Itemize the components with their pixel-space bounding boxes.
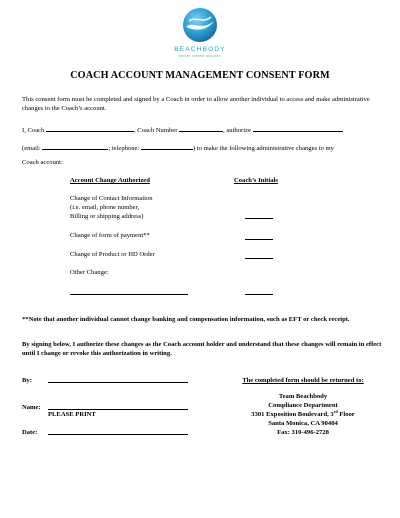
initials-product-field[interactable] (245, 258, 273, 259)
contact-change-label: Change of Contact Information (70, 195, 153, 202)
return-fax: Fax: 310-496-2728 (277, 429, 329, 436)
authorization-line (22, 124, 382, 135)
return-dept: Compliance Department (268, 402, 338, 409)
coach-name-field[interactable] (46, 124, 134, 132)
return-street-number: 3301 Exposition Boulevard, 3 (251, 411, 334, 418)
return-org: Team Beachbody (278, 393, 328, 400)
email-label: (email: (22, 145, 41, 152)
signature-field[interactable] (48, 382, 188, 383)
logo-tagline: decide. commit. succeed. (178, 54, 222, 58)
telephone-field[interactable] (141, 142, 193, 150)
telephone-label: ; telephone: (108, 145, 140, 152)
logo-brand-text: BEACHBODY (174, 46, 226, 53)
name-label: Name: (22, 404, 41, 411)
coach-number-field[interactable] (179, 124, 223, 132)
i-coach-label: I, Coach (22, 127, 45, 134)
coach-account-label: Coach account: (22, 159, 63, 166)
signing-statement: By signing below, I authorize these changes as the Coach account holder and understand that these changes will remain in effect until I change or revoke this authorization in writing. (22, 341, 382, 357)
other-change-field[interactable] (70, 294, 188, 295)
payment-change-label: Change of form of payment** (70, 232, 150, 239)
beachbody-logo-icon (181, 6, 219, 44)
by-label: By: (22, 377, 32, 384)
return-street (218, 410, 388, 419)
return-address-block (218, 376, 388, 437)
form-title: COACH ACCOUNT MANAGEMENT CONSENT FORM (70, 70, 330, 81)
contact-change-detail-2: Billing or shipping address) (70, 212, 144, 220)
other-change-label: Other Change: (70, 269, 109, 276)
column-header-initials: Coach’s Initials (234, 177, 278, 184)
note-paragraph: **Note that another individual cannot change banking and compensation information, such as EFT or check receipt. (22, 316, 350, 323)
return-heading: The completed form should be returned to: (242, 377, 364, 384)
date-label: Date: (22, 429, 38, 436)
authorize-label: , authorize (223, 127, 251, 134)
return-street-floor: Floor (337, 411, 355, 418)
initials-other-field[interactable] (245, 294, 273, 295)
column-header-change: Account Change Authorized (70, 177, 150, 184)
product-change-label: Change of Product or HD Order (70, 251, 155, 258)
return-city: Santa Monica, CA 90404 (268, 420, 338, 427)
make-changes-label: ) to make the following administrative changes to my (192, 145, 334, 152)
return-street-sup: rd (333, 408, 338, 414)
initials-contact-field[interactable] (245, 218, 273, 219)
initials-payment-field[interactable] (245, 239, 273, 240)
beachbody-logo (168, 6, 232, 58)
email-field[interactable] (42, 142, 108, 150)
row-contact-change (70, 195, 153, 221)
authorized-person-field[interactable] (253, 124, 343, 132)
contact-change-detail-1: (i.e. email, phone number, (70, 203, 140, 211)
please-print-label: PLEASE PRINT (48, 411, 96, 418)
coach-number-label: , Coach Number (134, 127, 178, 134)
intro-paragraph: This consent form must be completed and signed by a Coach in order to allow another individual to access and make administrative changes to the Coach’s account. (22, 96, 370, 112)
contact-line (22, 142, 382, 153)
date-field[interactable] (48, 434, 188, 435)
